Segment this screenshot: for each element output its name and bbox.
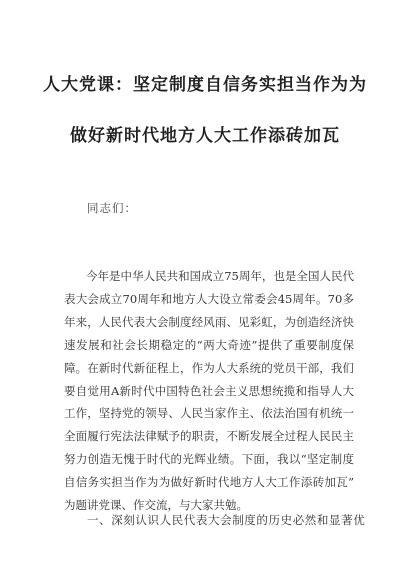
paragraph-line: 工作，坚持党的领导、人民当家作主、依法治国有机统一 [64, 406, 354, 421]
document-title-line-1: 人大党课：坚定制度自信务实担当作为为 [43, 75, 367, 95]
body-paragraph [64, 265, 354, 517]
document-title-line-2: 做好新时代地方人大工作添砖加瓦 [70, 126, 340, 146]
paragraph-line: 今年是中华人民共和国成立75周年，也是全国人民代 [86, 269, 354, 283]
greeting: 同志们： [87, 201, 137, 215]
paragraph-line: 障。在新时代新征程上，作为人大系统的党员干部，我们 [64, 360, 354, 375]
paragraph-line: 要自觉用A新时代中国特色社会主义思想统揽和指导人大 [64, 383, 354, 398]
paragraph-line: 自信务实担当作为为做好新时代地方人大工作添砖加瓦” [64, 475, 354, 490]
paragraph-line: 速发展和社会长期稳定的“两大奇迹”提供了重要制度保 [64, 337, 354, 352]
paragraph-line: 表大会成立70周年和地方人大设立常委会45周年。70多 [64, 291, 354, 306]
paragraph-line: 为题讲党课、作交流，与大家共勉。 [64, 498, 248, 513]
section-heading: 一、深刻认识人民代表大会制度的历史必然和显著优 [87, 513, 366, 527]
paragraph-line: 全面履行宪法法律赋予的职责，不断发展全过程人民民主 [64, 429, 354, 444]
paragraph-line: 年来，人民代表大会制度经风雨、见彩虹，为创造经济快 [64, 314, 354, 329]
paragraph-line: 努力创造无愧于时代的光辉业绩。下面，我以“坚定制度 [64, 452, 354, 467]
